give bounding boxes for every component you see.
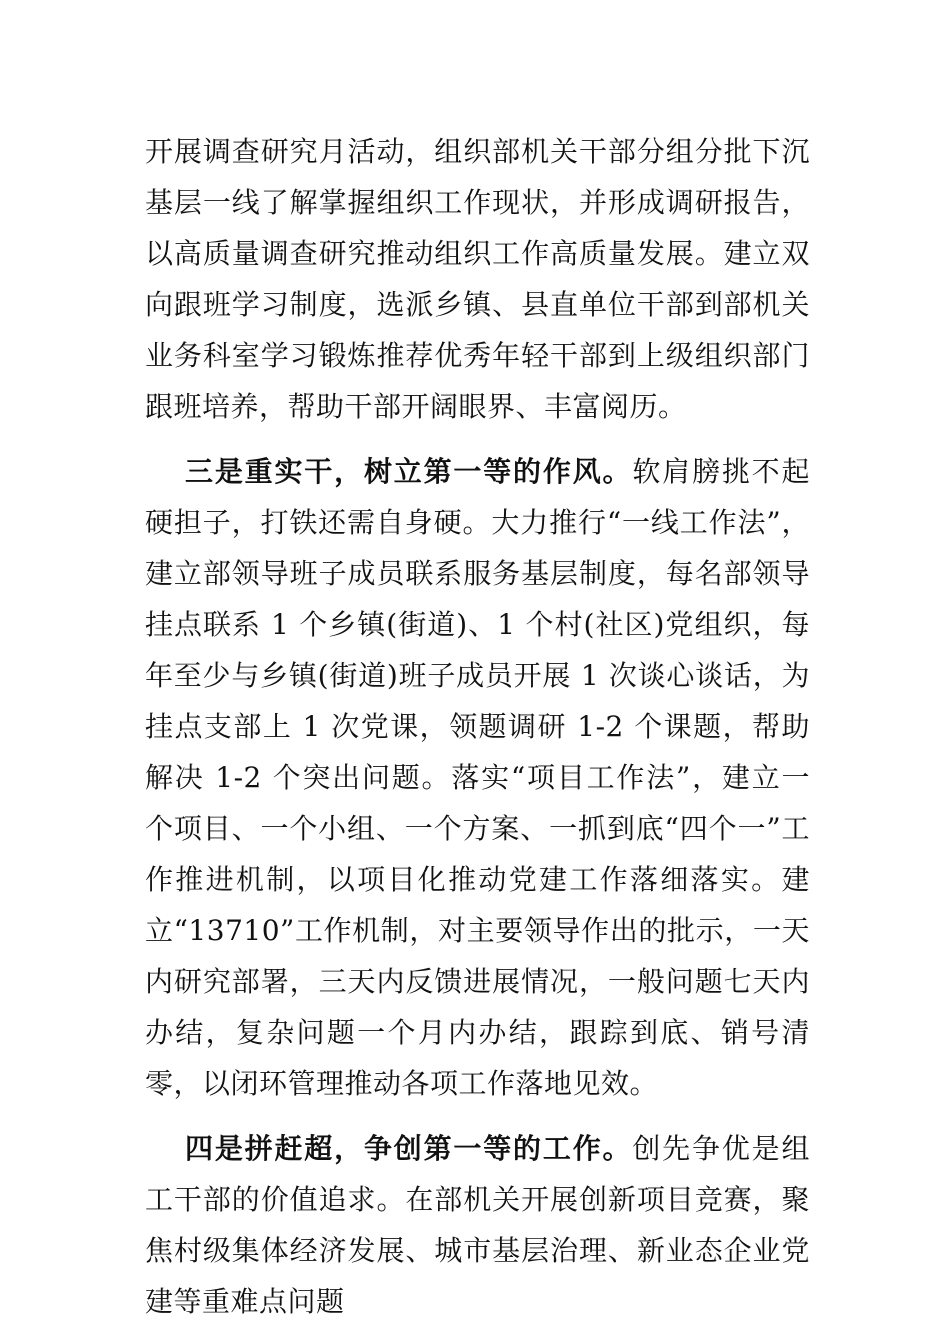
paragraph-2-heading: 三是重实干，树立第一等的作风。 [185, 455, 633, 488]
body-text [145, 126, 810, 1327]
paragraph-1-text: 开展调查研究月活动，组织部机关干部分组分批下沉基层一线了解掌握组织工作现状，并形成调研报告，以高质量调查研究推动组织工作高质量发展。建立双向跟班学习制度，选派乡镇、县直单位干部到部机关业务科室学习锻炼推荐优秀年轻干部到上级组织部门跟班培养，帮助干部开阔眼界、丰富阅历。 [145, 135, 810, 423]
paragraph-3-heading: 四是拼赶超，争创第一等的工作。 [185, 1132, 633, 1165]
paragraph-3 [145, 1123, 810, 1327]
paragraph-2 [145, 446, 810, 1109]
paragraph-3-text: 创先争优是组工干部的价值追求。在部机关开展创新项目竞赛，聚焦村级集体经济发展、城市基层治理、新业态企业党建等重难点问题 [145, 1132, 810, 1318]
paragraph-2-text: 软肩膀挑不起硬担子，打铁还需自身硬。大力推行“一线工作法”，建立部领导班子成员联系服务基层制度，每名部领导挂点联系 1 个乡镇(街道)、1 个村(社区)党组织，每年至少与乡镇(街道)班子成员开展 1 次谈心谈话，为挂点支部上 1 次党课，领题调研 1-2 个课题，帮助解决 1-2 个突出问题。落实“项目工作法”，建立一个项目、一个小组、一个方案、一抓到底“四个一”工作推进机制，以项目化推动党建工作落细落实。建立“13710”工作机制，对主要领导作出的批示，一天内研究部署，三天内反馈进展情况，一般问题七天内办结，复杂问题一个月内办结，跟踪到底、销号清零，以闭环管理推动各项工作落地见效。 [145, 455, 810, 1100]
paragraph-1 [145, 126, 810, 432]
